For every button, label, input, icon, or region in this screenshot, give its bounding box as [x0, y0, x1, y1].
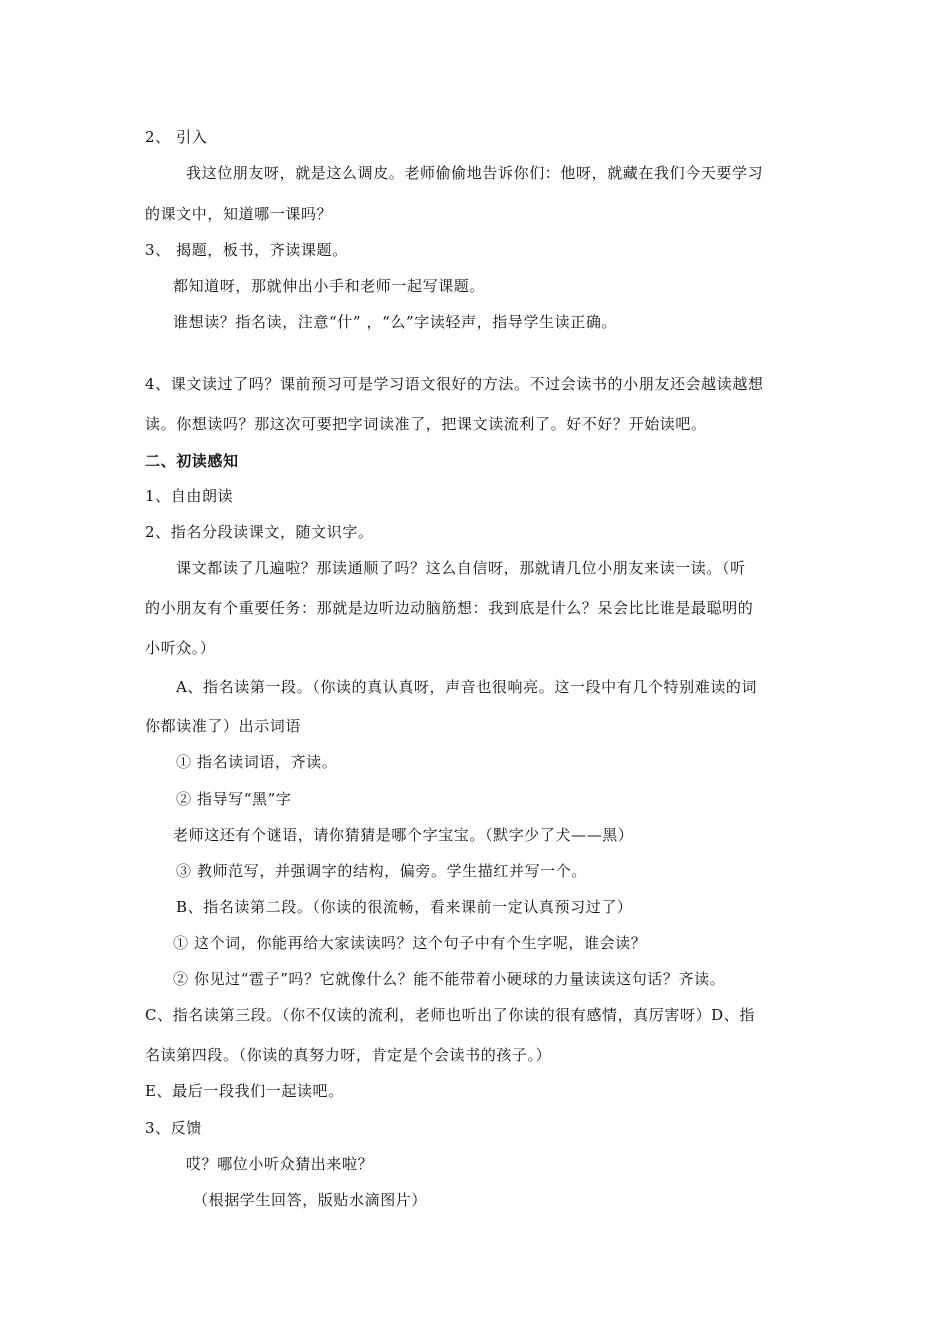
paragraph-line: 小听众。）: [145, 639, 216, 657]
paragraph-line: 的小朋友有个重要任务：那就是边听边动脑筋想：我到底是什么？呆会比比谁是最聪明的: [145, 599, 754, 617]
paragraph-line: 我这位朋友呀，就是这么调皮。老师偷偷地告诉你们：他呀，就藏在我们今天要学习: [186, 164, 764, 182]
paragraph-line: 名读第四段。（你读的真努力呀，肯定是个会读书的孩子。）: [145, 1046, 552, 1064]
sub-item: ① 指名读词语，齐读。: [176, 753, 338, 771]
step-2-heading: 2、 引入: [145, 128, 208, 146]
paragraph-line: 谁想读？指名读，注意“什” ，“么”字读轻声，指导学生读正确。: [173, 313, 618, 331]
sub-item: ③ 教师范写，并强调字的结构，偏旁。学生描红并写一个。: [176, 862, 587, 880]
paragraph-line: 你都读准了）出示词语: [145, 717, 302, 735]
list-item: 1、自由朗读: [145, 487, 234, 505]
paragraph-line: 的课文中，知道哪一课吗？: [145, 205, 333, 223]
paragraph-line: C、指名读第三段。（你不仅读的流利，老师也听出了你读的很有感情，真厉害呀）D、指: [145, 1006, 756, 1024]
paragraph-line: 哎？哪位小听众猜出来啦？: [186, 1155, 374, 1173]
list-item: 3、反馈: [145, 1119, 202, 1137]
paragraph-line: 都知道呀，那就伸出小手和老师一起写课题。: [173, 277, 486, 295]
paragraph-line: E、最后一段我们一起读吧。: [145, 1082, 344, 1100]
sub-item: ② 你见过“雹子”吗？它就像什么？能不能带着小硬球的力量读读这句话？齐读。: [173, 970, 726, 988]
sub-item: ① 这个词，你能再给大家读读吗？这个句子中有个生字呢，谁会读？: [173, 934, 647, 952]
paragraph-line: 老师这还有个谜语，请你猜猜是哪个字宝宝。（默字少了犬——黑）: [173, 826, 634, 844]
step-4-line: 4、课文读过了吗？课前预习可是学习语文很好的方法。不过会读书的小朋友还会越读越想: [145, 375, 764, 393]
paragraph-line: 课文都读了几遍啦？那读通顺了吗？这么自信呀，那就请几位小朋友来读一读。（听: [176, 559, 746, 577]
section-heading: 二、初读感知: [145, 452, 239, 470]
sub-item: ② 指导写“黑”字: [176, 790, 292, 808]
paragraph-line: B、指名读第二段。（你读的很流畅，看来课前一定认真预习过了）: [176, 898, 633, 916]
list-item: 2、指名分段读课文，随文识字。: [145, 523, 374, 541]
paragraph-line: A、指名读第一段。（你读的真认真呀，声音也很响亮。这一段中有几个特别难读的词: [176, 678, 758, 696]
step-3-heading: 3、 揭题，板书，齐读课题。: [145, 241, 348, 259]
paragraph-line: 读。你想读吗？那这次可要把字词读准了，把课文读流利了。好不好？开始读吧。: [145, 415, 707, 433]
paragraph-line: （根据学生回答，版贴水滴图片）: [193, 1191, 428, 1209]
